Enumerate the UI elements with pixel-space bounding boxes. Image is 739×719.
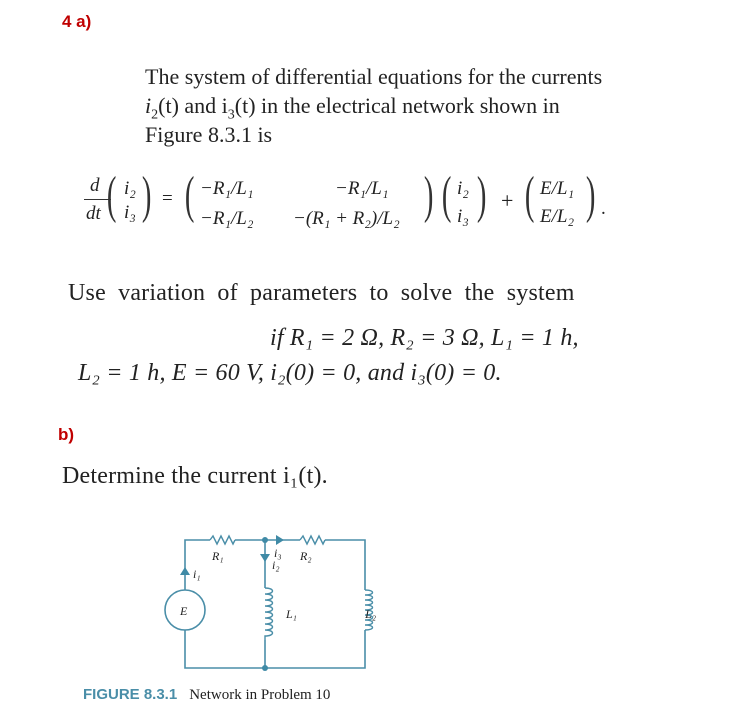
question-b: Determine the current i₁(t). — [62, 463, 328, 489]
figure-caption — [83, 686, 330, 704]
node-bottom — [262, 665, 268, 671]
force-f1: E/L₁ — [540, 178, 575, 199]
vec-left-paren: ( — [441, 167, 452, 224]
task-line-3: L₂ = 1 h, E = 60 V, i₂(0) = 0, and i₃(0) = 0. — [78, 360, 502, 386]
intro-post: (t) in the electrical network shown in — [234, 93, 560, 118]
label-l2: L₂ — [365, 607, 376, 621]
part-a-label: 4 a) — [62, 12, 92, 31]
matrix-right-paren: ) — [423, 167, 434, 224]
plus-sign: + — [501, 188, 514, 213]
circuit-figure — [150, 520, 380, 680]
vec-v2: i₃ — [457, 206, 469, 227]
label-r1: R₁ — [212, 549, 224, 563]
force-left-paren: ( — [524, 167, 535, 224]
lhs-v2: i₃ — [124, 202, 136, 223]
task-line-1: Use variation of parameters to solve the system — [68, 280, 575, 306]
i1-arrow-icon — [180, 567, 190, 575]
matrix-m22: −(R₁ + R₂)/L₂ — [293, 208, 400, 229]
label-i2: i₂ — [272, 558, 280, 572]
task-line-2: if R₁ = 2 Ω, R₂ = 3 Ω, L₁ = 1 h, — [270, 325, 579, 351]
label-e: E — [180, 604, 188, 618]
matrix-m12: −R₁/L₁ — [335, 178, 389, 199]
equation-period: . — [601, 198, 606, 219]
resistor-r2 — [300, 536, 325, 544]
d-numerator: d — [90, 175, 100, 196]
intro-line-1: The system of differential equations for the currents — [145, 64, 603, 89]
force-right-paren: ) — [585, 167, 596, 224]
vec-v1: i₂ — [457, 178, 469, 199]
dt-denominator: dt — [86, 203, 101, 224]
intro-i-var: i — [145, 93, 152, 118]
intro-sub-2: 2 — [151, 107, 159, 123]
lhs-right-paren: ) — [141, 167, 152, 224]
intro-mid: (t) and i — [158, 93, 228, 118]
intro-line-3: Figure 8.3.1 is — [145, 122, 273, 147]
matrix-left-paren: ( — [184, 167, 195, 224]
lhs-v1: i₂ — [124, 178, 136, 199]
matrix-m11: −R₁/L₁ — [200, 178, 254, 199]
figure-caption-number: FIGURE 8.3.1 — [83, 686, 178, 703]
label-i1: i₁ — [193, 567, 201, 581]
part-b-label: b) — [58, 425, 75, 444]
lhs-left-paren: ( — [106, 167, 117, 224]
vec-right-paren: ) — [476, 167, 487, 224]
equals-sign: = — [162, 188, 173, 209]
label-i3: i₃ — [274, 546, 282, 560]
matrix-m21: −R₁/L₂ — [200, 208, 254, 229]
resistor-r1 — [210, 536, 235, 544]
force-f2: E/L₂ — [540, 206, 575, 227]
intro-sub-3: 3 — [227, 107, 235, 123]
i3-arrow-icon — [276, 535, 284, 545]
node-top — [262, 537, 268, 543]
label-r2: R₂ — [300, 549, 312, 563]
label-l1: L₁ — [286, 607, 297, 621]
inductor-l1 — [265, 588, 273, 640]
figure-caption-text: Network in Problem 10 — [189, 687, 331, 703]
i2-arrow-icon — [260, 554, 270, 562]
